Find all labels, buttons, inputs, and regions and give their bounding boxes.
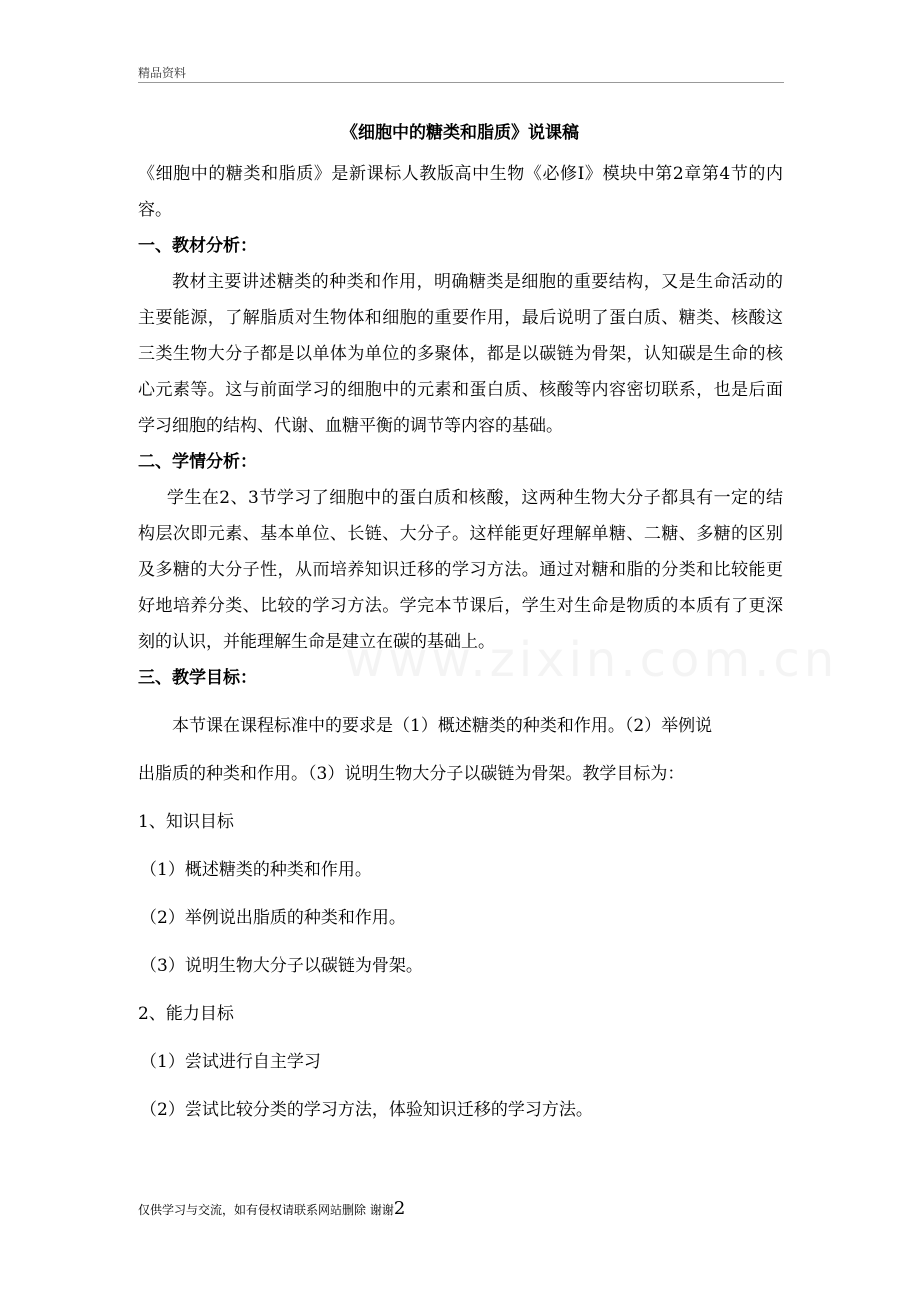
section-heading-students: 二、学情分析： [138, 452, 257, 472]
footer-text: 仅供学习与交流，如有侵权请联系网站删除 谢谢 [138, 1203, 394, 1217]
section-heading-objectives: 三、教学目标： [138, 668, 257, 688]
page-number: 2 [393, 1198, 406, 1219]
knowledge-goal-item: （2）举例说出脂质的种类和作用。 [140, 908, 406, 928]
objectives-line-1: 本节课在课程标准中的要求是（1）概述糖类的种类和作用。（2）举例说 [172, 716, 713, 736]
ability-goal-item: （2）尝试比较分类的学习方法，体验知识迁移的学习方法。 [140, 1100, 593, 1120]
section-body-textbook: 教材主要讲述糖类的种类和作用，明确糖类是细胞的重要结构，又是生命活动的主要能源，了解脂质对生物体和细胞的重要作用，最后说明了蛋白质、糖类、核酸这三类生物大分子都是以单体为单位的多聚体，都是以碳链为骨架，认知碳是生命的核心元素等。这与前面学习的细胞中的元素和蛋白质、核酸等内容密切联系，也是后面学习细胞的结构、代谢、血糖平衡的调节等内容的基础。 [138, 272, 783, 436]
objectives-line-2: 出脂质的种类和作用。（3）说明生物大分子以碳链为骨架。教学目标为： [138, 764, 685, 784]
ability-goal-item: （1）尝试进行自主学习 [140, 1052, 321, 1072]
section-heading-textbook: 一、教材分析： [138, 236, 257, 256]
ability-goals-heading: 2、能力目标 [138, 1004, 234, 1024]
knowledge-goals-heading: 1、知识目标 [138, 812, 234, 832]
intro-paragraph: 《细胞中的糖类和脂质》是新课标人教版高中生物《必修I》模块中第2章第4节的内容。 [138, 164, 783, 220]
section-body-students: 学生在2、3节学习了细胞中的蛋白质和核酸，这两种生物大分子都具有一定的结构层次即元素、基本单位、长链、大分子。这样能更好理解单糖、二糖、多糖的区别及多糖的大分子性，从而培养知识迁移的学习方法。通过对糖和脂的分类和比较能更好地培养分类、比较的学习方法。学完本节课后，学生对生命是物质的本质有了更深刻的认识，并能理解生命是建立在碳的基础上。 [138, 488, 783, 652]
header-divider [138, 82, 784, 83]
page-footer [138, 1198, 405, 1219]
knowledge-goal-item: （3）说明生物大分子以碳链为骨架。 [140, 956, 423, 976]
document-body [138, 156, 783, 1134]
page-header: 精品资料 [138, 66, 187, 80]
document-title: 《细胞中的糖类和脂质》说课稿 [341, 123, 579, 143]
knowledge-goal-item: （1）概述糖类的种类和作用。 [140, 860, 372, 880]
